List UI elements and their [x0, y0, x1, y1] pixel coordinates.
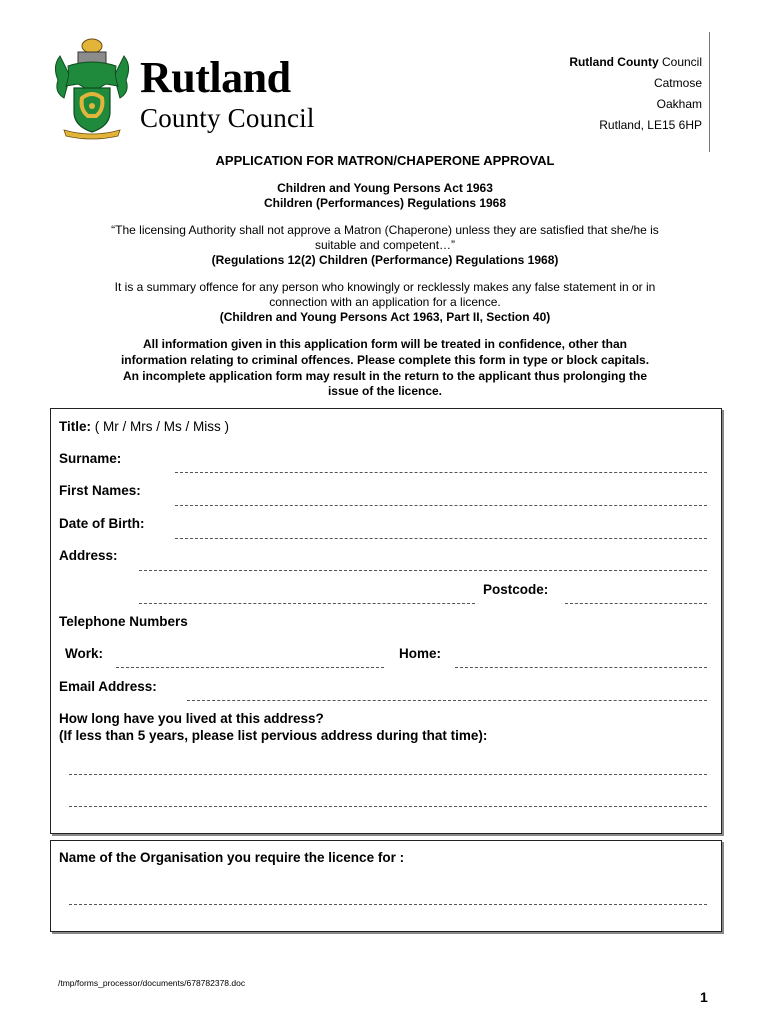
organisation-label: Name of the Organisation you require the licence for : — [59, 850, 405, 865]
offence-reference: (Children and Young Persons Act 1963, Part II, Section 40) — [219, 310, 551, 324]
quote-reference: (Regulations 12(2) Children (Performance) Regulations 1968) — [211, 253, 559, 267]
address-line-4: Rutland, LE15 6HP — [599, 118, 702, 132]
title-label — [59, 419, 229, 434]
previous-address-input-line-1[interactable] — [69, 774, 707, 775]
address-line-2: Catmose — [653, 76, 702, 90]
telephone-numbers-label: Telephone Numbers — [59, 614, 188, 629]
logo-subtitle: County Council — [140, 103, 315, 133]
title-label-text: Title: — [59, 419, 92, 434]
address-label: Address: — [59, 548, 118, 563]
address-line-3: Oakham — [656, 97, 702, 111]
work-phone-input-line[interactable] — [116, 667, 384, 668]
act-line-1: Children and Young Persons Act 1963 — [277, 181, 493, 195]
form-title: APPLICATION FOR MATRON/CHAPERONE APPROVAL — [215, 153, 555, 168]
postcode-label: Postcode: — [483, 582, 549, 597]
postcode-input-line[interactable] — [565, 603, 707, 604]
notice-line-2: information relating to criminal offences. Please complete this form in type or block capitals. — [120, 353, 650, 367]
address-org-rest: Council — [658, 55, 702, 69]
address-input-line-1[interactable] — [139, 570, 707, 571]
first-names-input-line[interactable] — [175, 505, 707, 506]
offence-line-1: It is a summary offence for any person who knowingly or recklessly makes any false statement in or in — [114, 280, 656, 294]
footer-document-path: /tmp/forms_processor/documents/678782378.doc — [58, 978, 246, 988]
address-org — [569, 55, 702, 69]
logo-title: Rutland — [140, 53, 291, 102]
email-address-label: Email Address: — [59, 679, 157, 694]
organisation-input-line[interactable] — [69, 904, 707, 905]
title-options[interactable]: ( Mr / Mrs / Ms / Miss ) — [94, 419, 230, 434]
address-input-line-2[interactable] — [139, 603, 475, 604]
address-divider — [709, 32, 710, 152]
date-of-birth-input-line[interactable] — [175, 538, 707, 539]
surname-label: Surname: — [59, 451, 122, 466]
act-line-2: Children (Performances) Regulations 1968 — [263, 196, 507, 210]
previous-address-input-line-2[interactable] — [69, 806, 707, 807]
address-org-bold: Rutland County — [569, 55, 659, 69]
quote-line-2: suitable and competent…” — [314, 238, 456, 252]
home-phone-label: Home: — [399, 646, 442, 661]
rutland-crest-logo — [52, 36, 132, 140]
notice-line-3: An incomplete application form may result in the return to the applicant thus prolonging the — [122, 369, 648, 383]
notice-line-4: issue of the licence. — [327, 384, 443, 398]
home-phone-input-line[interactable] — [455, 667, 707, 668]
notice-line-1: All information given in this application form will be treated in confidence, other than — [142, 337, 628, 351]
work-phone-label: Work: — [65, 646, 104, 661]
first-names-label: First Names: — [59, 483, 141, 498]
surname-input-line[interactable] — [175, 472, 707, 473]
duration-question-line-1: How long have you lived at this address? — [59, 711, 324, 726]
date-of-birth-label: Date of Birth: — [59, 516, 145, 531]
duration-question-line-2: (If less than 5 years, please list pervious address during that time): — [59, 728, 488, 743]
quote-line-1: “The licensing Authority shall not approve a Matron (Chaperone) unless they are satisfied that she/he is — [111, 223, 659, 237]
email-address-input-line[interactable] — [187, 700, 707, 701]
page-number: 1 — [700, 989, 708, 1005]
offence-line-2: connection with an application for a licence. — [269, 295, 501, 309]
